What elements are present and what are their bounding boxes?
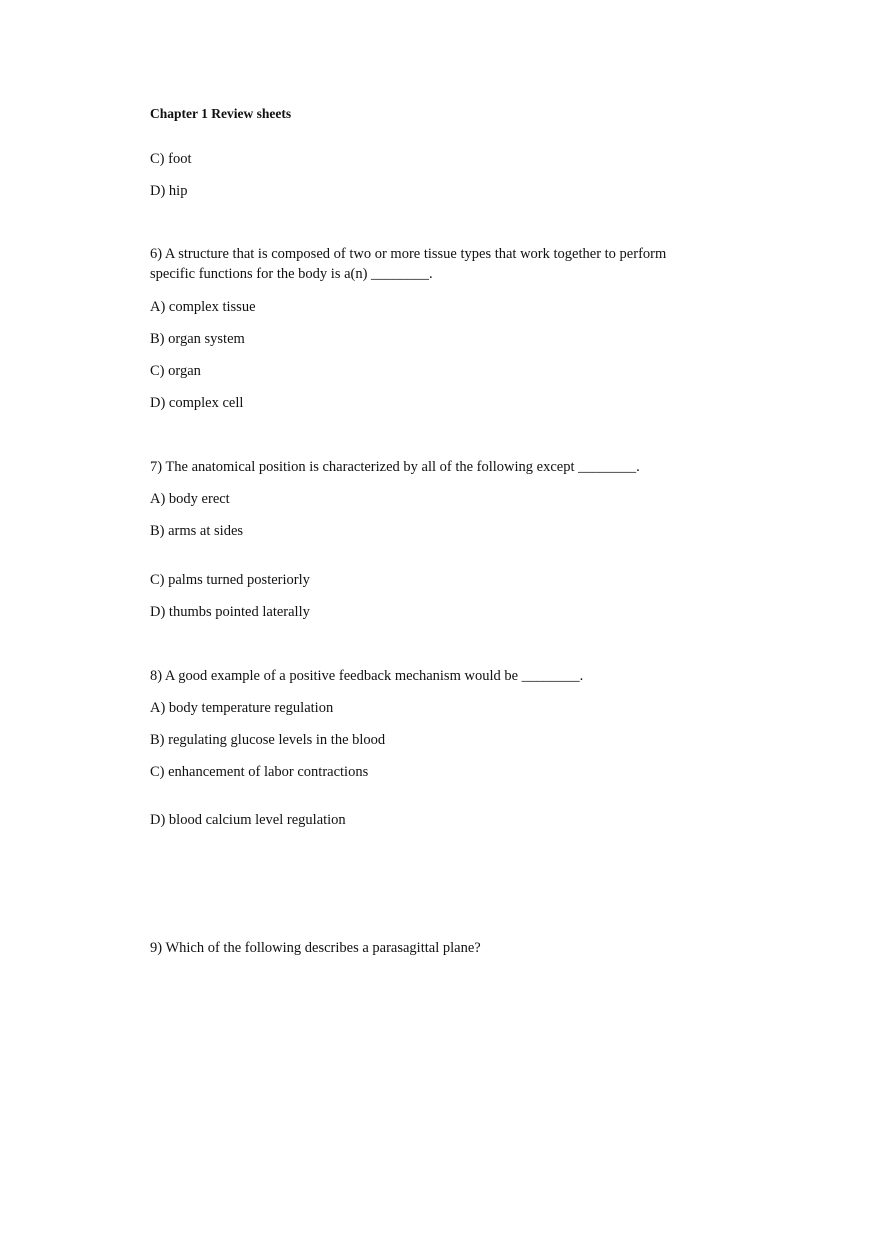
question-6-option-a: A) complex tissue: [150, 299, 256, 315]
question-8-option-d: D) blood calcium level regulation: [150, 812, 346, 828]
question-7-option-b: B) arms at sides: [150, 523, 244, 539]
option-d-hip: D) hip: [150, 183, 188, 199]
question-7-stem: 7) The anatomical position is characterized by all of the following except ________.: [150, 459, 640, 475]
question-6-option-c: C) organ: [150, 363, 201, 379]
question-7-option-c: C) palms turned posteriorly: [150, 572, 310, 588]
question-8-stem: 8) A good example of a positive feedback mechanism would be ________.: [150, 668, 584, 684]
question-6-stem-line-2: specific functions for the body is a(n) ________.: [150, 266, 433, 282]
question-8-option-b: B) regulating glucose levels in the blood: [150, 732, 386, 748]
question-6-option-b: B) organ system: [150, 331, 245, 347]
question-8-option-c: C) enhancement of labor contractions: [150, 764, 369, 780]
option-c-foot: C) foot: [150, 151, 192, 167]
question-6-option-d: D) complex cell: [150, 395, 244, 411]
question-7-option-d: D) thumbs pointed laterally: [150, 604, 310, 620]
question-9-stem: 9) Which of the following describes a parasagittal plane?: [150, 940, 481, 956]
question-8-option-a: A) body temperature regulation: [150, 700, 334, 716]
question-7-option-a: A) body erect: [150, 491, 230, 507]
page-title: Chapter 1 Review sheets: [150, 106, 292, 121]
question-6-stem-line-1: 6) A structure that is composed of two or more tissue types that work together to perform: [150, 246, 667, 262]
